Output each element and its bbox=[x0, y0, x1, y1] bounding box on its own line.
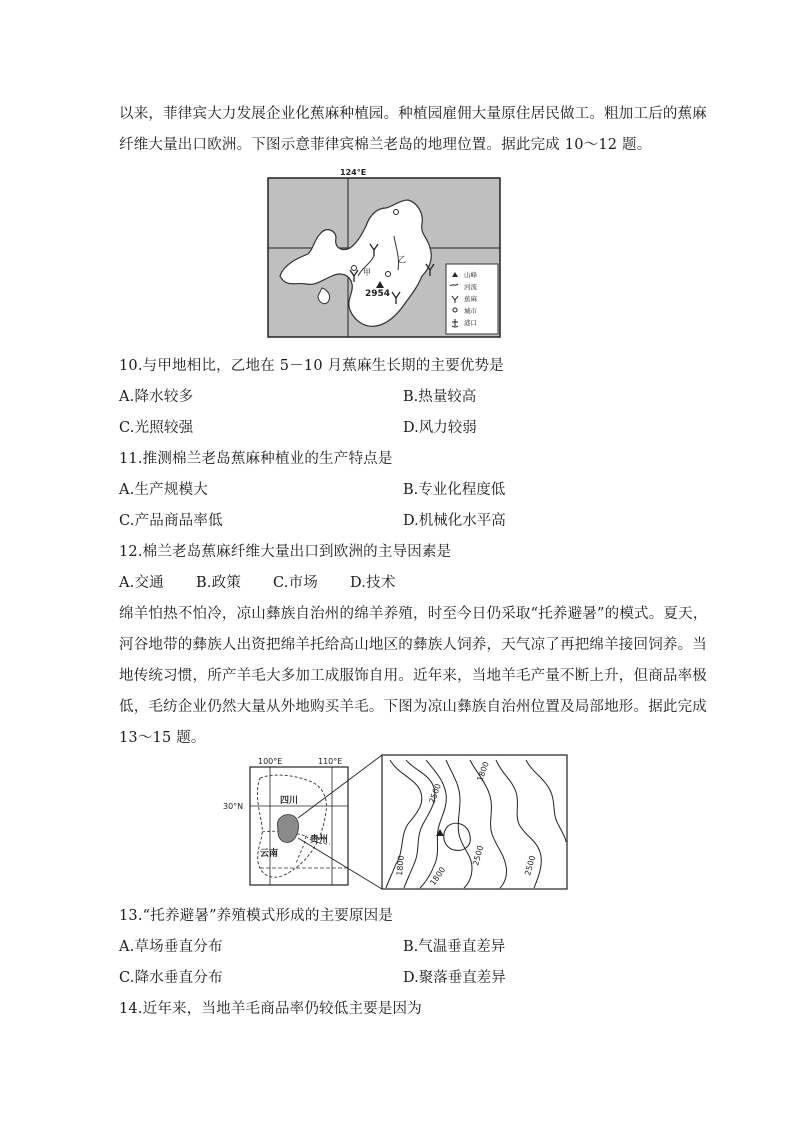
lon-100-label: 100°E bbox=[258, 757, 283, 766]
passage1-line-1: 以来，菲律宾大力发展企业化蕉麻种植园。种植园雇佣大量原住居民做工。粗加工后的蕉麻 bbox=[119, 106, 707, 122]
city-icon-1 bbox=[394, 210, 399, 215]
contour-label-1800-c: 1800 bbox=[428, 865, 448, 888]
q11-option-a[interactable]: A.生产规模大 bbox=[119, 482, 208, 498]
passage2-line-1: 绵羊怕热不怕冷，凉山彝族自治州的绵羊养殖，时至今日仍采取“托养避暑”的模式。夏天， bbox=[119, 606, 708, 622]
label-yunnan: 云南 bbox=[260, 849, 279, 859]
passage2-line-3: 地传统习惯，所产羊毛大多加工成服饰自用。近年来，当地羊毛产量不断上升，但商品率极 bbox=[119, 668, 707, 684]
q11-option-d[interactable]: D.机械化水平高 bbox=[403, 513, 506, 529]
legend-river: 河流 bbox=[464, 283, 477, 291]
contour-label-1800-a: 1800 bbox=[475, 760, 491, 783]
q10-option-b[interactable]: B.热量较高 bbox=[403, 389, 477, 405]
lon-110-label: 110°E bbox=[318, 757, 343, 766]
q13-option-b[interactable]: B.气温垂直差异 bbox=[403, 939, 506, 955]
q12-option-c[interactable]: C.市场 bbox=[273, 575, 318, 591]
passage2-line-5: 13～15 题。 bbox=[119, 730, 206, 746]
city-icon-2 bbox=[352, 266, 357, 271]
liangshan-region bbox=[278, 815, 299, 843]
legend-port: 港口 bbox=[464, 319, 477, 327]
legend-peak: 山峰 bbox=[464, 271, 477, 279]
label-guizhou: 贵州 bbox=[310, 835, 329, 845]
q12-option-a[interactable]: A.交通 bbox=[119, 575, 164, 591]
legend-city-icon bbox=[453, 308, 457, 312]
q12-option-d[interactable]: D.技术 bbox=[350, 575, 396, 591]
label-sichuan: 四川 bbox=[280, 796, 299, 806]
q10-option-c[interactable]: C.光照较强 bbox=[119, 420, 194, 436]
locator-frame bbox=[250, 767, 348, 885]
q10-option-d[interactable]: D.风力较弱 bbox=[403, 420, 477, 436]
contour-label-2500-c: 2500 bbox=[523, 854, 538, 877]
q13-stem: 13.“托养避暑”养殖模式形成的主要原因是 bbox=[119, 908, 394, 924]
passage2-line-2: 河谷地带的彝族人出资把绵羊托给高山地区的彝族人饲养，天气凉了再把绵羊接回饲养。当 bbox=[119, 637, 707, 653]
q13-option-d[interactable]: D.聚落垂直差异 bbox=[403, 970, 506, 986]
lon-124-label: 124°E bbox=[340, 168, 367, 177]
q10-stem: 10.与甲地相比，乙地在 5－10 月蕉麻生长期的主要优势是 bbox=[119, 358, 504, 374]
mindanao-map bbox=[262, 164, 507, 340]
q13-option-a[interactable]: A.草场垂直分布 bbox=[119, 939, 223, 955]
peak-elevation: 2954 bbox=[365, 289, 391, 299]
passage1-line-2: 纤维大量出口欧洲。下图示意菲律宾棉兰老岛的地理位置。据此完成 10～12 题。 bbox=[119, 137, 652, 153]
liangshan-map bbox=[220, 752, 580, 892]
q12-option-b[interactable]: B.政策 bbox=[196, 575, 242, 591]
contour-label-2500-a: 2500 bbox=[427, 782, 443, 805]
passage2-line-4: 低，毛纺企业仍然大量从外地购买羊毛。下图为凉山彝族自治州位置及局部地形。据此完成 bbox=[119, 699, 707, 715]
lat-30-label: 30°N bbox=[223, 802, 244, 811]
q11-option-b[interactable]: B.专业化程度低 bbox=[403, 482, 506, 498]
legend-city: 城市 bbox=[464, 307, 477, 315]
place-yi: 乙 bbox=[398, 255, 406, 264]
legend-abaca: 蕉麻 bbox=[464, 295, 477, 303]
q14-stem: 14.近年来，当地羊毛商品率仍较低主要是因为 bbox=[119, 1001, 422, 1017]
contour-label-2500-b: 2500 bbox=[471, 844, 486, 867]
place-jia: 甲 bbox=[363, 268, 371, 277]
contour-label-1800-b: 1800 bbox=[395, 855, 406, 877]
q11-option-c[interactable]: C.产品商品率低 bbox=[119, 513, 223, 529]
city-icon-3 bbox=[386, 272, 391, 277]
q12-stem: 12.棉兰老岛蕉麻纤维大量出口到欧洲的主导因素是 bbox=[119, 544, 452, 560]
q10-option-a[interactable]: A.降水较多 bbox=[119, 389, 194, 405]
q11-stem: 11.推测棉兰老岛蕉麻种植业的生产特点是 bbox=[119, 451, 393, 467]
q13-option-c[interactable]: C.降水垂直分布 bbox=[119, 970, 223, 986]
